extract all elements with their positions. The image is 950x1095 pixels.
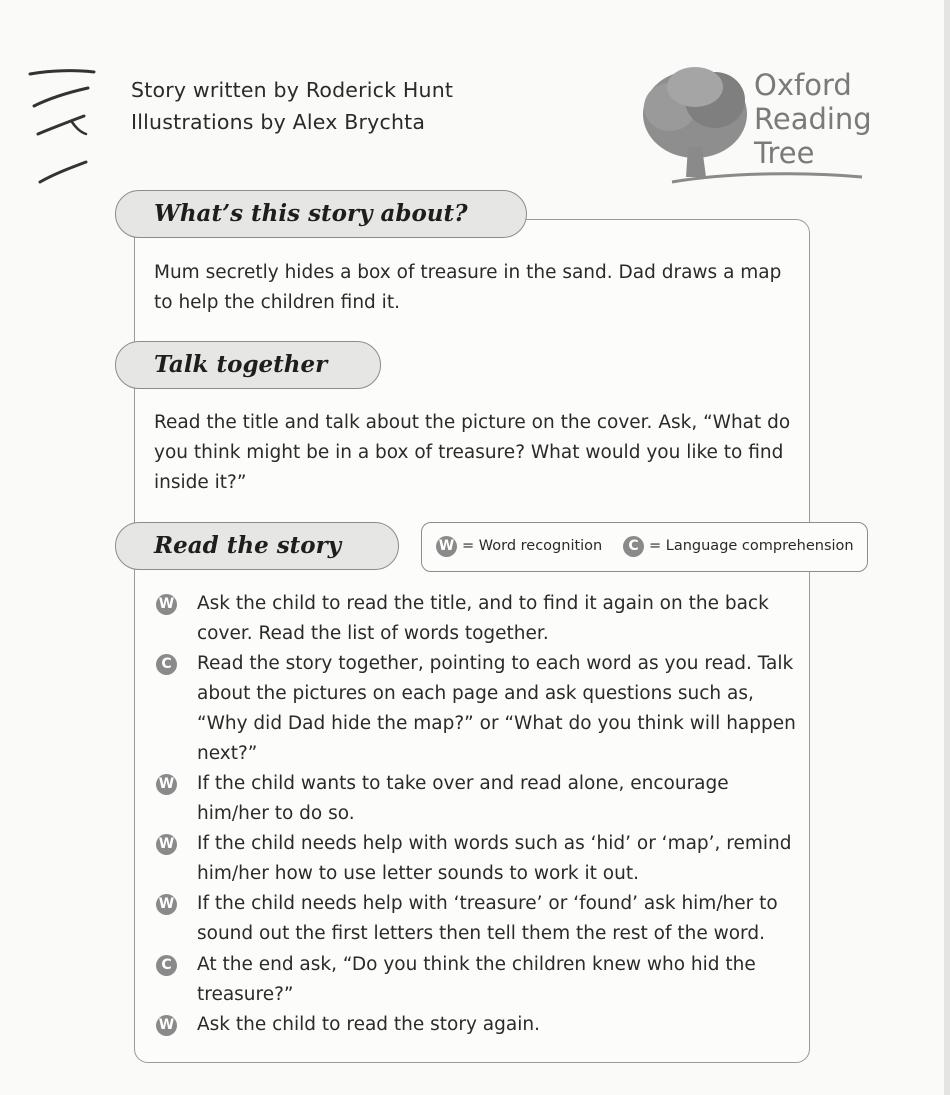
logo-line-tree: Tree: [754, 136, 815, 170]
item-badge: C: [156, 955, 177, 976]
item-text: If the child needs help with ‘treasure’ or ‘found’ ask him/her to sound out the first letters then tell them the rest of the word.: [197, 893, 778, 944]
story-credit: Story written by Roderick Hunt: [131, 78, 454, 102]
item-text: Ask the child to read the title, and to find it again on the back cover. Read the list of words together.: [197, 593, 769, 644]
list-item: [156, 1010, 796, 1040]
item-badge: W: [156, 834, 177, 855]
item-badge: W: [156, 1015, 177, 1036]
about-heading: What’s this story about?: [115, 190, 527, 238]
list-item: [156, 649, 796, 769]
logo-line-oxford: Oxford: [754, 68, 852, 102]
list-item: [156, 889, 796, 949]
word-recognition-badge: W: [436, 536, 457, 557]
item-text: If the child needs help with words such as ‘hid’ or ‘map’, remind him/her how to use letter sounds to work it out.: [197, 833, 792, 884]
oxford-reading-tree-logo: [640, 62, 870, 192]
talk-heading: Talk together: [115, 341, 381, 389]
item-text: At the end ask, “Do you think the children knew who hid the treasure?”: [197, 954, 756, 1005]
list-item: [156, 829, 796, 889]
list-item: [156, 589, 796, 649]
margin-marks: [22, 62, 102, 192]
language-comprehension-label: = Language comprehension: [649, 538, 854, 554]
read-heading: Read the story: [115, 522, 399, 570]
talk-text: Read the title and talk about the picture on the cover. Ask, “What do you think might be in a box of treasure? What would you like to find inside it?”: [154, 412, 791, 493]
item-text: If the child wants to take over and read alone, encourage him/her to do so.: [197, 773, 729, 824]
item-badge: C: [156, 654, 177, 675]
item-badge: W: [156, 594, 177, 615]
item-text: Read the story together, pointing to each word as you read. Talk about the pictures on each page and ask questions such as, “Why did Dad hide the map?” or “What do you think will happen next?”: [197, 653, 796, 764]
list-item: [156, 950, 796, 1010]
about-text: Mum secretly hides a box of treasure in the sand. Dad draws a map to help the children find it.: [154, 262, 782, 313]
badge-legend: [421, 522, 868, 572]
logo-line-reading: Reading: [754, 102, 872, 136]
page-edge: [944, 0, 950, 1095]
illustrations-credit: Illustrations by Alex Brychta: [131, 110, 426, 134]
item-badge: W: [156, 774, 177, 795]
list-item: [156, 769, 796, 829]
word-recognition-label: = Word recognition: [462, 538, 603, 554]
item-text: Ask the child to read the story again.: [197, 1014, 540, 1035]
language-comprehension-badge: C: [623, 536, 644, 557]
item-badge: W: [156, 894, 177, 915]
